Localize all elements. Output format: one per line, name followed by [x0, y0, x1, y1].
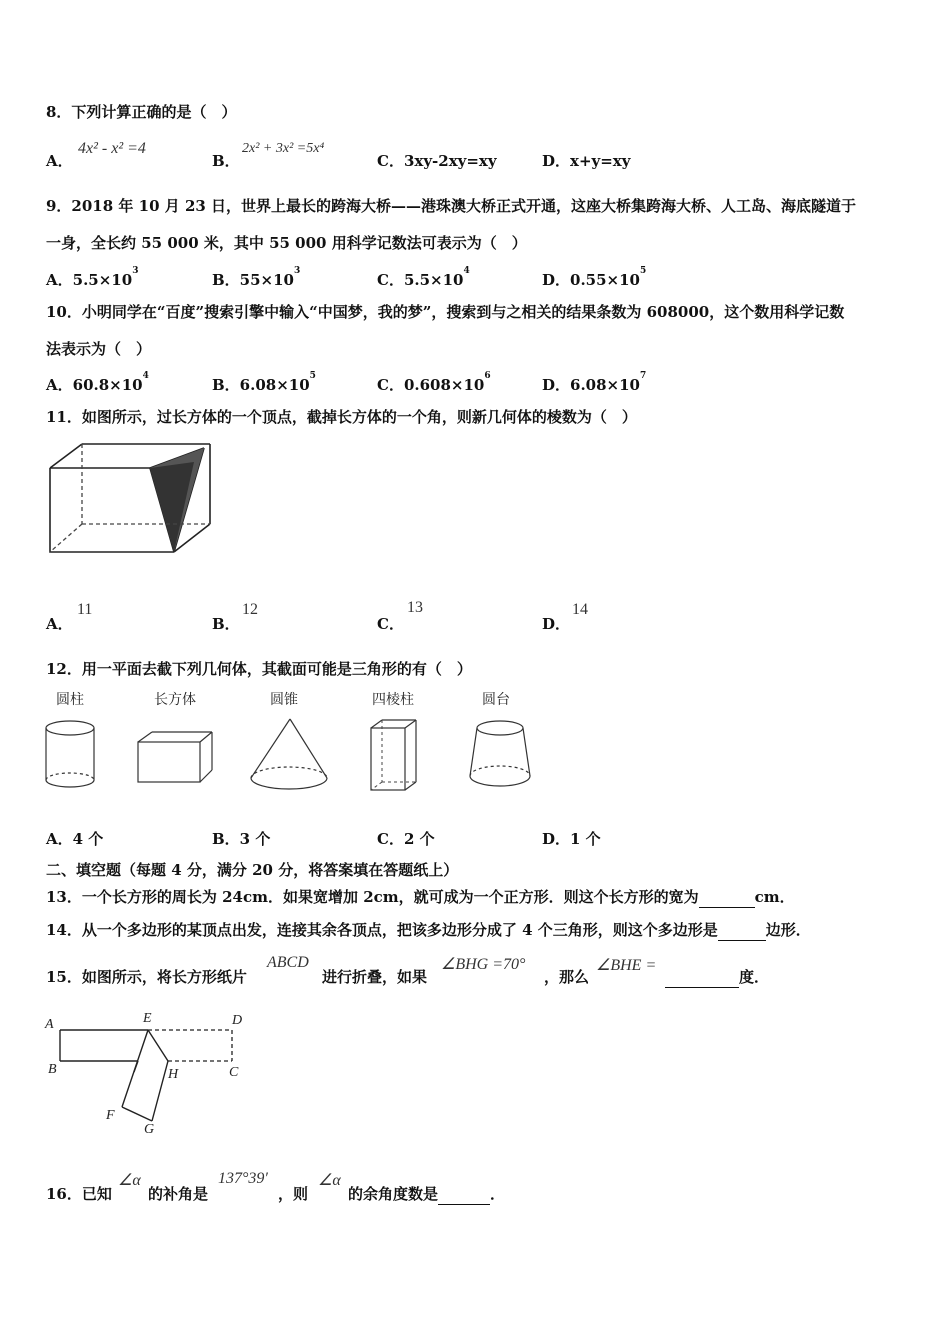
q16-expr-alpha: ∠α [118, 1172, 141, 1189]
q8-option-c: C．3xy-2xy=xy [377, 152, 497, 170]
q10-stem-line2: 法表示为（ ） [46, 340, 152, 358]
q15-expr-angle-bhe: ∠BHE = [596, 957, 657, 974]
q11-cuboid-figure [44, 440, 216, 560]
q12-option-d: D．1 个 [542, 830, 601, 848]
q9-stem-line1: 9．2018 年 10 月 23 日，世界上最长的跨海大桥——港珠澳大桥正式开通，这座大桥集跨海大桥、人工岛、海底隧道于 [46, 197, 857, 215]
q11-option-b-label: B． [212, 615, 240, 633]
cuboid-figure [134, 728, 216, 786]
cylinder-figure [42, 718, 98, 790]
q9-option-b: B．$55\times 10^3$ [212, 266, 301, 289]
point-d: D [232, 1013, 243, 1028]
q8-option-b-label: B． [212, 152, 240, 170]
q10-option-d: D．$6.08\times 10^7$ [542, 371, 647, 394]
q12-stem: 12．用一平面去截下列几何体，其截面可能是三角形的有（ ） [46, 660, 472, 678]
q10-option-c: C．$0.608\times 10^6$ [377, 371, 491, 394]
frustum-figure [466, 718, 534, 792]
shape-label-cuboid: 长方体 [154, 692, 196, 708]
q11-option-d-label: D． [542, 615, 571, 633]
q10-option-a: A．$60.8\times 10^4$ [46, 371, 149, 394]
q16-expr-angle: 137°39′ [218, 1170, 268, 1187]
cone-figure [248, 716, 330, 794]
q16-answer-blank[interactable] [438, 1184, 490, 1205]
shape-label-cone: 圆锥 [270, 692, 298, 708]
q16-tail: 的余角度数是 ． [348, 1185, 506, 1203]
q10-option-b: B．$6.08\times 10^5$ [212, 371, 316, 394]
q15-answer-blank[interactable] [665, 967, 739, 988]
point-f: F [106, 1108, 115, 1123]
q15-mid: 进行折叠，如果 [322, 968, 428, 986]
shape-label-prism: 四棱柱 [372, 692, 414, 708]
point-h: H [168, 1067, 179, 1082]
point-b: B [48, 1062, 57, 1077]
q15-pre: 15．如图所示，将长方形纸片 [46, 968, 247, 986]
q15-expr-abcd: ABCD [267, 954, 309, 971]
q15-expr-angle-bhg: ∠BHG =70° [441, 956, 526, 973]
q11-stem: 11．如图所示，过长方体的一个顶点，截掉长方体的一个角，则新几何体的棱数为（ ） [46, 408, 637, 426]
q11-option-a-value: 11 [77, 601, 93, 618]
q8-option-a-expr: 4x² - x² =4 [78, 140, 146, 157]
section2-heading: 二、填空题（每题 4 分，满分 20 分，将答案填在答题纸上） [46, 861, 459, 879]
point-a: A [45, 1017, 54, 1032]
q9-option-c: C．$5.5\times 10^4$ [377, 266, 470, 289]
q12-option-a: A．4 个 [46, 830, 104, 848]
q16-expr-alpha-2: ∠α [318, 1172, 341, 1189]
point-g: G [144, 1122, 155, 1137]
q9-option-d: D．$0.55\times 10^5$ [542, 266, 647, 289]
q12-option-c: C．2 个 [377, 830, 435, 848]
square-prism-figure [368, 716, 420, 796]
q16-mid: 的补角是 [148, 1185, 209, 1203]
q14-answer-blank[interactable] [718, 920, 766, 941]
q15-answer: 度． [665, 967, 769, 988]
q12-option-b: B．3 个 [212, 830, 271, 848]
point-c: C [229, 1065, 239, 1080]
q11-option-a-label: A． [46, 615, 73, 633]
shape-label-frustum: 圆台 [482, 692, 510, 708]
q11-option-c-value: 13 [407, 599, 423, 616]
q11-option-c-label: C． [377, 615, 404, 633]
q11-option-d-value: 14 [572, 601, 588, 618]
q15-mid2: ，那么 [544, 968, 590, 986]
q9-stem-line2: 一身，全长约 55 000 米，其中 55 000 用科学记数法可表示为（ ） [46, 234, 527, 252]
q8-stem: 8．下列计算正确的是（ ） [46, 103, 237, 121]
q9-option-a: A．$5.5\times 10^3$ [46, 266, 139, 289]
q11-option-b-value: 12 [242, 601, 258, 618]
q16-mid2: ，则 [278, 1185, 309, 1203]
q8-option-a-label: A． [46, 152, 73, 170]
q8-option-d: D．x+y=xy [542, 152, 631, 170]
point-e: E [143, 1011, 152, 1026]
q14-text: 14．从一个多边形的某顶点出发，连接其余各顶点，把该多边形分成了 4 个三角形，则这个多边形是 边形． [46, 921, 811, 939]
q13-answer-blank[interactable] [699, 887, 755, 908]
q13-text: 13．一个长方形的周长为 24cm．如果宽增加 2cm，就可成为一个正方形．则这个长方形的宽为 cm． [46, 888, 795, 906]
q8-option-b-expr: 2x² + 3x² =5x⁴ [242, 141, 325, 156]
q16-pre: 16．已知 [46, 1185, 112, 1203]
q10-stem-line1: 10．小明同学在“百度”搜索引擎中输入“中国梦，我的梦”，搜索到与之相关的结果条数为 608000，这个数用科学记数 [46, 303, 845, 321]
shape-label-cylinder: 圆柱 [56, 692, 84, 708]
